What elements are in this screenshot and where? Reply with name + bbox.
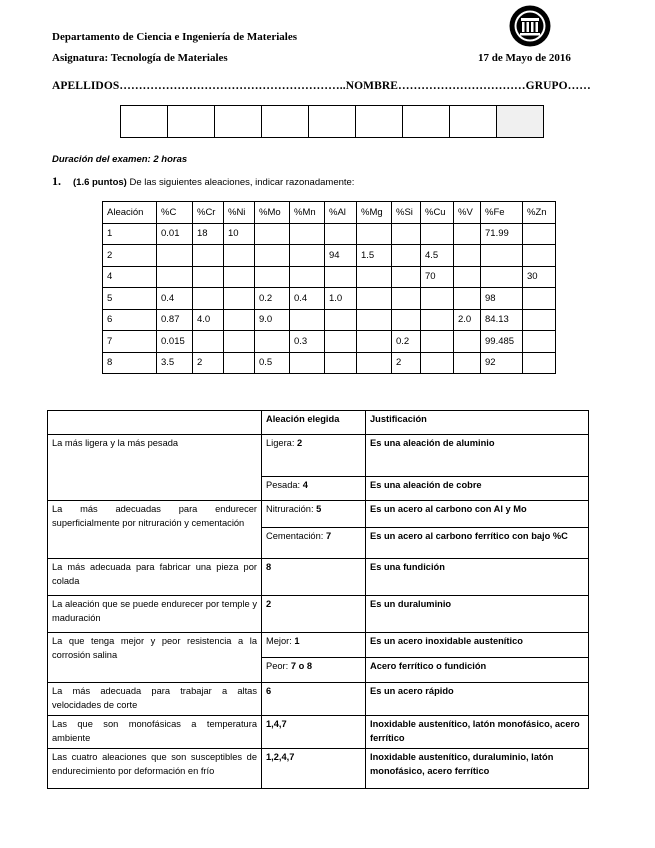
exam-duration: Duración del examen: 2 horas <box>52 154 188 165</box>
alloy-cell: 30 <box>523 266 556 288</box>
answer-alloy <box>262 528 366 559</box>
alloy-cell <box>392 309 421 331</box>
alloy-header-cell: %Mg <box>357 202 392 224</box>
alloy-cell <box>193 331 224 353</box>
grade-box <box>262 106 309 138</box>
answer-row <box>48 435 589 477</box>
answer-label: Pesada: <box>266 480 303 490</box>
alloy-cell: 2.0 <box>454 309 481 331</box>
alloy-cell <box>357 266 392 288</box>
alloy-cell <box>392 288 421 310</box>
student-name-line: APELLIDOS…………………………………………………..NOMBRE……………………………GRUPO…… <box>52 80 591 92</box>
answer-justification: Es una aleación de cobre <box>366 477 589 501</box>
alloy-cell <box>523 331 556 353</box>
alloy-cell <box>157 266 193 288</box>
alloy-table-row <box>103 309 556 331</box>
answer-alloy <box>262 477 366 501</box>
alloy-cell <box>454 245 481 267</box>
alloy-table-row <box>103 245 556 267</box>
alloy-cell: 1 <box>103 223 157 245</box>
answer-question: Las cuatro aleaciones que son susceptibles de endurecimiento por deformación en frío <box>48 748 262 788</box>
alloy-cell: 98 <box>481 288 523 310</box>
answer-justification: Acero ferrítico o fundición <box>366 658 589 683</box>
answer-justification: Es un acero rápido <box>366 683 589 716</box>
university-seal-icon <box>508 4 552 48</box>
question-points: (1.6 puntos) <box>73 177 127 188</box>
subject-name: Asignatura: Tecnología de Materiales <box>52 52 228 64</box>
answer-alloy <box>262 633 366 658</box>
alloy-cell: 4 <box>103 266 157 288</box>
alloy-cell <box>290 352 325 374</box>
alloy-cell <box>421 309 454 331</box>
alloy-cell: 0.4 <box>290 288 325 310</box>
grade-box-total <box>497 106 544 138</box>
department-name: Departamento de Ciencia e Ingeniería de Materiales <box>52 31 297 43</box>
alloy-cell <box>290 245 325 267</box>
answer-question: Las que son monofásicas a temperatura ambiente <box>48 715 262 748</box>
alloy-cell <box>255 223 290 245</box>
alloy-header-cell: %C <box>157 202 193 224</box>
grade-box <box>168 106 215 138</box>
alloy-table-row <box>103 223 556 245</box>
answer-value: 2 <box>297 438 303 448</box>
alloy-cell: 7 <box>103 331 157 353</box>
alloy-cell <box>392 266 421 288</box>
alloy-cell: 94 <box>325 245 357 267</box>
alloy-header-cell: Aleación <box>103 202 157 224</box>
answer-row <box>48 683 589 716</box>
grade-box <box>309 106 356 138</box>
alloy-cell: 5 <box>103 288 157 310</box>
alloy-cell <box>454 352 481 374</box>
alloy-table-row <box>103 331 556 353</box>
answer-label: Peor: <box>266 661 291 671</box>
answer-label: Mejor: <box>266 636 295 646</box>
answer-alloy <box>262 435 366 477</box>
answer-alloy <box>262 683 366 716</box>
answers-table-header <box>48 411 589 435</box>
alloy-cell: 4.0 <box>193 309 224 331</box>
answer-alloy <box>262 596 366 633</box>
alloy-cell <box>193 266 224 288</box>
alloy-cell <box>392 245 421 267</box>
alloy-cell <box>325 223 357 245</box>
grade-box <box>356 106 403 138</box>
answer-value: 7 <box>325 531 332 541</box>
alloy-cell <box>224 331 255 353</box>
answer-question: La más adecuada para fabricar una pieza por colada <box>48 559 262 596</box>
alloy-cell <box>255 266 290 288</box>
header-alloy-cell: Aleación elegida <box>262 411 366 435</box>
alloy-cell <box>224 352 255 374</box>
alloy-cell: 9.0 <box>255 309 290 331</box>
alloy-header-cell: %Si <box>392 202 421 224</box>
answer-row <box>48 748 589 788</box>
answer-value: 6 <box>266 686 272 696</box>
header-question-cell <box>48 411 262 435</box>
grade-box <box>450 106 497 138</box>
alloy-cell <box>421 223 454 245</box>
answer-value: 8 <box>266 562 272 572</box>
alloy-cell: 0.2 <box>392 331 421 353</box>
answer-question: La más ligera y la más pesada <box>48 435 262 501</box>
alloy-cell <box>392 223 421 245</box>
alloy-cell <box>523 223 556 245</box>
grade-boxes <box>120 105 544 138</box>
alloy-cell: 84.13 <box>481 309 523 331</box>
alloy-cell <box>523 288 556 310</box>
question-number: 1. <box>52 174 61 188</box>
alloy-cell: 0.87 <box>157 309 193 331</box>
alloy-cell <box>325 309 357 331</box>
answer-question: La más adecuada para trabajar a altas velocidades de corte <box>48 683 262 716</box>
answer-question: La aleación que se puede endurecer por temple y maduración <box>48 596 262 633</box>
alloy-header-cell: %Mo <box>255 202 290 224</box>
answer-value: 5 <box>316 504 322 514</box>
alloy-table-row <box>103 266 556 288</box>
alloy-cell <box>454 223 481 245</box>
alloy-header-cell: %Mn <box>290 202 325 224</box>
alloy-header-cell: %Cu <box>421 202 454 224</box>
grade-box <box>121 106 168 138</box>
alloy-cell: 99.485 <box>481 331 523 353</box>
alloy-cell: 0.015 <box>157 331 193 353</box>
alloy-cell <box>290 266 325 288</box>
answer-row <box>48 596 589 633</box>
alloy-header-cell: %Al <box>325 202 357 224</box>
alloy-cell: 1.5 <box>357 245 392 267</box>
alloy-table-row <box>103 288 556 310</box>
alloy-cell <box>357 288 392 310</box>
alloy-cell <box>255 245 290 267</box>
alloy-header-cell: %Ni <box>224 202 255 224</box>
answer-value: 2 <box>266 599 272 609</box>
alloy-cell <box>255 331 290 353</box>
answer-justification: Es un acero al carbono con Al y Mo <box>366 501 589 528</box>
alloy-cell <box>193 288 224 310</box>
alloy-cell: 18 <box>193 223 224 245</box>
alloy-cell <box>224 266 255 288</box>
alloy-cell <box>481 245 523 267</box>
alloy-cell <box>325 266 357 288</box>
answer-value: 4 <box>302 480 308 490</box>
alloy-cell: 2 <box>392 352 421 374</box>
alloy-cell <box>193 245 224 267</box>
alloy-cell <box>290 309 325 331</box>
answer-alloy <box>262 658 366 683</box>
alloy-cell: 71.99 <box>481 223 523 245</box>
answer-label: Cementación: <box>266 531 326 541</box>
alloy-cell: 4.5 <box>421 245 454 267</box>
alloy-cell <box>357 309 392 331</box>
grade-box <box>403 106 450 138</box>
answer-alloy <box>262 559 366 596</box>
answer-justification: Es una fundición <box>366 559 589 596</box>
alloy-cell <box>357 223 392 245</box>
answer-row <box>48 633 589 658</box>
alloy-cell: 2 <box>103 245 157 267</box>
alloy-cell: 0.5 <box>255 352 290 374</box>
answer-justification: Es una aleación de aluminio <box>366 435 589 477</box>
question-text: De las siguientes aleaciones, indicar razonadamente: <box>126 177 355 188</box>
alloy-cell <box>421 352 454 374</box>
alloy-table-header <box>103 202 556 224</box>
alloy-cell <box>157 245 193 267</box>
answer-justification: Inoxidable austenítico, latón monofásico, acero ferrítico <box>366 715 589 748</box>
alloy-cell <box>454 288 481 310</box>
answer-value: 1,2,4,7 <box>266 751 295 762</box>
answer-value: 1,4,7 <box>266 718 287 729</box>
alloy-cell <box>224 288 255 310</box>
alloy-cell <box>454 331 481 353</box>
alloy-cell: 1.0 <box>325 288 357 310</box>
alloy-cell: 3.5 <box>157 352 193 374</box>
alloy-cell <box>290 223 325 245</box>
answer-label: Ligera: <box>266 438 298 448</box>
alloy-cell <box>481 266 523 288</box>
alloy-composition-table <box>102 201 556 374</box>
alloy-cell: 10 <box>224 223 255 245</box>
alloy-cell <box>325 331 357 353</box>
answer-value: 7 o 8 <box>290 661 312 671</box>
grade-box <box>215 106 262 138</box>
alloy-cell: 0.4 <box>157 288 193 310</box>
alloy-header-cell: %Zn <box>523 202 556 224</box>
alloy-header-cell: %Fe <box>481 202 523 224</box>
alloy-cell <box>325 352 357 374</box>
alloy-cell <box>357 331 392 353</box>
alloy-cell: 6 <box>103 309 157 331</box>
header-justification-cell: Justificación <box>366 411 589 435</box>
alloy-cell: 0.01 <box>157 223 193 245</box>
answer-value: 1 <box>294 636 300 646</box>
alloy-header-cell: %Cr <box>193 202 224 224</box>
question-statement <box>73 177 354 188</box>
alloy-header-cell: %V <box>454 202 481 224</box>
alloy-cell: 8 <box>103 352 157 374</box>
alloy-cell: 0.2 <box>255 288 290 310</box>
answer-row <box>48 559 589 596</box>
answer-row <box>48 501 589 528</box>
alloy-cell <box>421 288 454 310</box>
alloy-cell: 92 <box>481 352 523 374</box>
answer-justification: Es un acero inoxidable austenítico <box>366 633 589 658</box>
alloy-cell: 70 <box>421 266 454 288</box>
alloy-cell <box>523 245 556 267</box>
alloy-cell <box>357 352 392 374</box>
answers-table <box>47 410 589 789</box>
answer-label: Nitruración: <box>266 504 317 514</box>
answer-justification: Es un acero al carbono ferrítico con bajo %C <box>366 528 589 559</box>
alloy-cell <box>523 309 556 331</box>
alloy-cell: 2 <box>193 352 224 374</box>
answer-alloy <box>262 748 366 788</box>
alloy-cell <box>224 245 255 267</box>
answer-justification: Inoxidable austenítico, duraluminio, latón monofásico, acero ferrítico <box>366 748 589 788</box>
alloy-table-row <box>103 352 556 374</box>
exam-date: 17 de Mayo de 2016 <box>478 52 571 64</box>
answer-row <box>48 715 589 748</box>
alloy-cell <box>421 331 454 353</box>
answer-alloy <box>262 501 366 528</box>
answer-alloy <box>262 715 366 748</box>
answer-question: La más adecuadas para endurecer superficialmente por nitruración y cementación <box>48 501 262 559</box>
alloy-cell <box>523 352 556 374</box>
alloy-cell <box>224 309 255 331</box>
answer-question: La que tenga mejor y peor resistencia a la corrosión salina <box>48 633 262 683</box>
answer-justification: Es un duraluminio <box>366 596 589 633</box>
alloy-cell: 0.3 <box>290 331 325 353</box>
alloy-cell <box>454 266 481 288</box>
